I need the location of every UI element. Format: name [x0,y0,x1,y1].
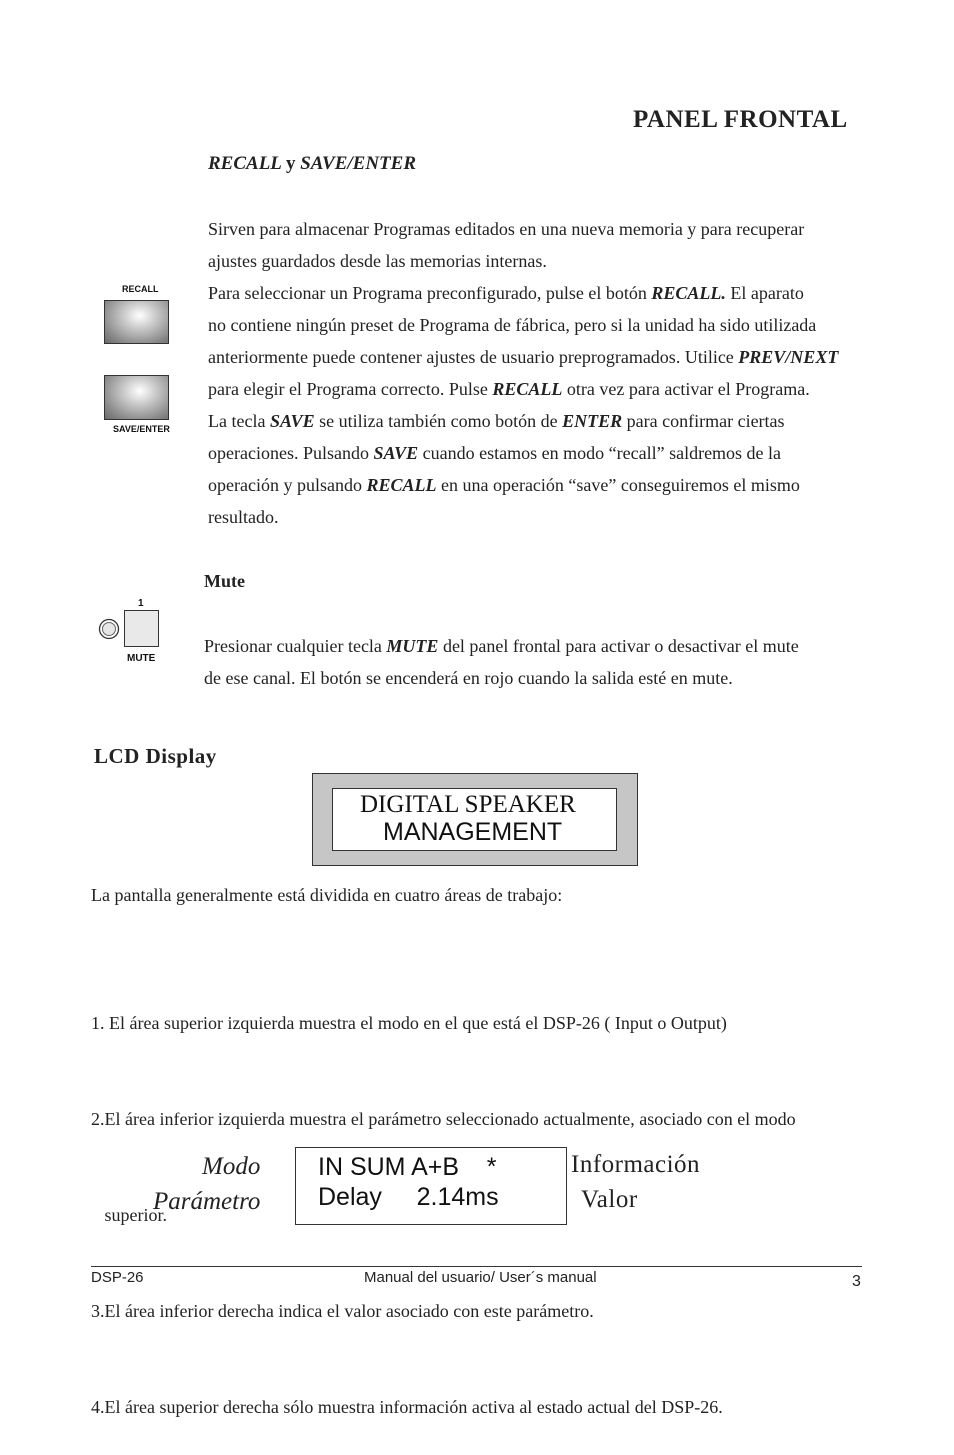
text-line [204,662,799,694]
mute-led-icon [98,618,120,640]
text-segment: de ese canal. El botón se encenderá en rojo cuando la salida esté en mute. [204,668,733,688]
mute-heading: Mute [204,571,245,591]
lcd-intro-text: La pantalla generalmente está dividida en cuatro áreas de trabajo: [91,885,563,905]
lcd-intro [91,879,562,911]
footer-rule [91,1266,862,1267]
list-item: 4.El área superior derecha sólo muestra información activa al estado actual del DSP-26. [91,1397,723,1417]
footer-manual-title: Manual del usuario/ User´s manual [364,1269,597,1286]
text-line [208,501,838,533]
label-value: Valor [581,1186,638,1213]
heading-save-enter: SAVE/ENTER [300,153,417,174]
text-segment: para elegir el Programa correcto. Pulse [208,379,493,399]
emphasis-term: RECALL [366,475,437,495]
diagram-line-1: IN SUM A+B * [318,1153,497,1181]
text-segment: resultado. [208,507,279,527]
list-item: 1. El área superior izquierda muestra el modo en el que está el DSP-26 ( Input o Output) [91,1013,727,1033]
page-number: 3 [852,1273,861,1290]
text-line [208,277,838,309]
text-segment: anteriormente puede contener ajustes de usuario preprogramados. Utilice [208,347,739,367]
lcd-line-1: DIGITAL SPEAKER [360,791,576,818]
lcd-display [312,773,638,866]
mute-button-icon [124,610,159,647]
text-line [208,373,838,405]
save-enter-button-label: SAVE/ENTER [113,424,170,434]
text-segment: El aparato [725,283,804,303]
text-segment: operaciones. Pulsando [208,443,374,463]
text-segment: La tecla [208,411,270,431]
text-segment: Para seleccionar un Programa preconfigurado, pulse el botón [208,283,652,303]
save-enter-button-icon [104,375,169,420]
list-item: superior. [91,1205,167,1225]
label-mode: Modo [202,1153,261,1180]
mute-description [204,630,799,694]
text-line [208,405,838,437]
page-title: PANEL FRONTAL [633,106,848,133]
mute-channel-number: 1 [138,598,144,609]
text-segment: ajustes guardados desde las memorias internas. [208,251,547,271]
text-line [208,245,838,277]
recall-button-label: RECALL [122,284,159,294]
text-line [204,630,799,662]
lcd-heading: LCD Display [94,744,217,768]
heading-y: y [285,153,296,174]
recall-description [208,213,838,533]
text-segment: operación y pulsando [208,475,367,495]
lcd-screen [332,788,617,851]
text-line [208,341,838,373]
text-segment: Presionar cualquier tecla [204,636,387,656]
emphasis-term: RECALL. [651,283,726,303]
text-line [208,213,838,245]
emphasis-term: PREV/NEXT [738,347,839,367]
emphasis-term: RECALL [492,379,563,399]
text-segment: no contiene ningún preset de Programa de fábrica, pero si la unidad ha sido utilizada [208,315,817,335]
diagram-line-2: Delay 2.14ms [318,1183,499,1211]
emphasis-term: ENTER [562,411,623,431]
list-item: 2.El área inferior izquierda muestra el parámetro seleccionado actualmente, asociado con el modo [91,1109,796,1129]
footer-model: DSP-26 [91,1269,144,1286]
label-parameter: Parámetro [153,1188,261,1215]
emphasis-term: MUTE [386,636,439,656]
heading-recall: RECALL [208,153,282,174]
mute-button-label: MUTE [127,653,156,664]
text-segment: para confirmar ciertas [622,411,785,431]
label-info: Información [571,1151,701,1178]
text-segment: se utiliza también como botón de [314,411,563,431]
recall-save-heading [208,153,416,175]
diagram-screen [295,1147,567,1225]
lcd-line-2: MANAGEMENT [383,818,563,846]
list-item: 3.El área inferior derecha indica el valor asociado con este parámetro. [91,1301,594,1321]
emphasis-term: SAVE [373,443,419,463]
emphasis-term: SAVE [269,411,315,431]
text-line [208,437,838,469]
text-line [208,309,838,341]
text-segment: otra vez para activar el Programa. [562,379,810,399]
text-segment: del panel frontal para activar o desactivar el mute [438,636,799,656]
recall-button-icon [104,300,169,344]
text-segment: cuando estamos en modo “recall” saldremos de la [418,443,782,463]
text-line [208,469,838,501]
text-segment: en una operación “save” conseguiremos el mismo [436,475,800,495]
text-segment: Sirven para almacenar Programas editados en una nueva memoria y para recuperar [208,219,805,239]
